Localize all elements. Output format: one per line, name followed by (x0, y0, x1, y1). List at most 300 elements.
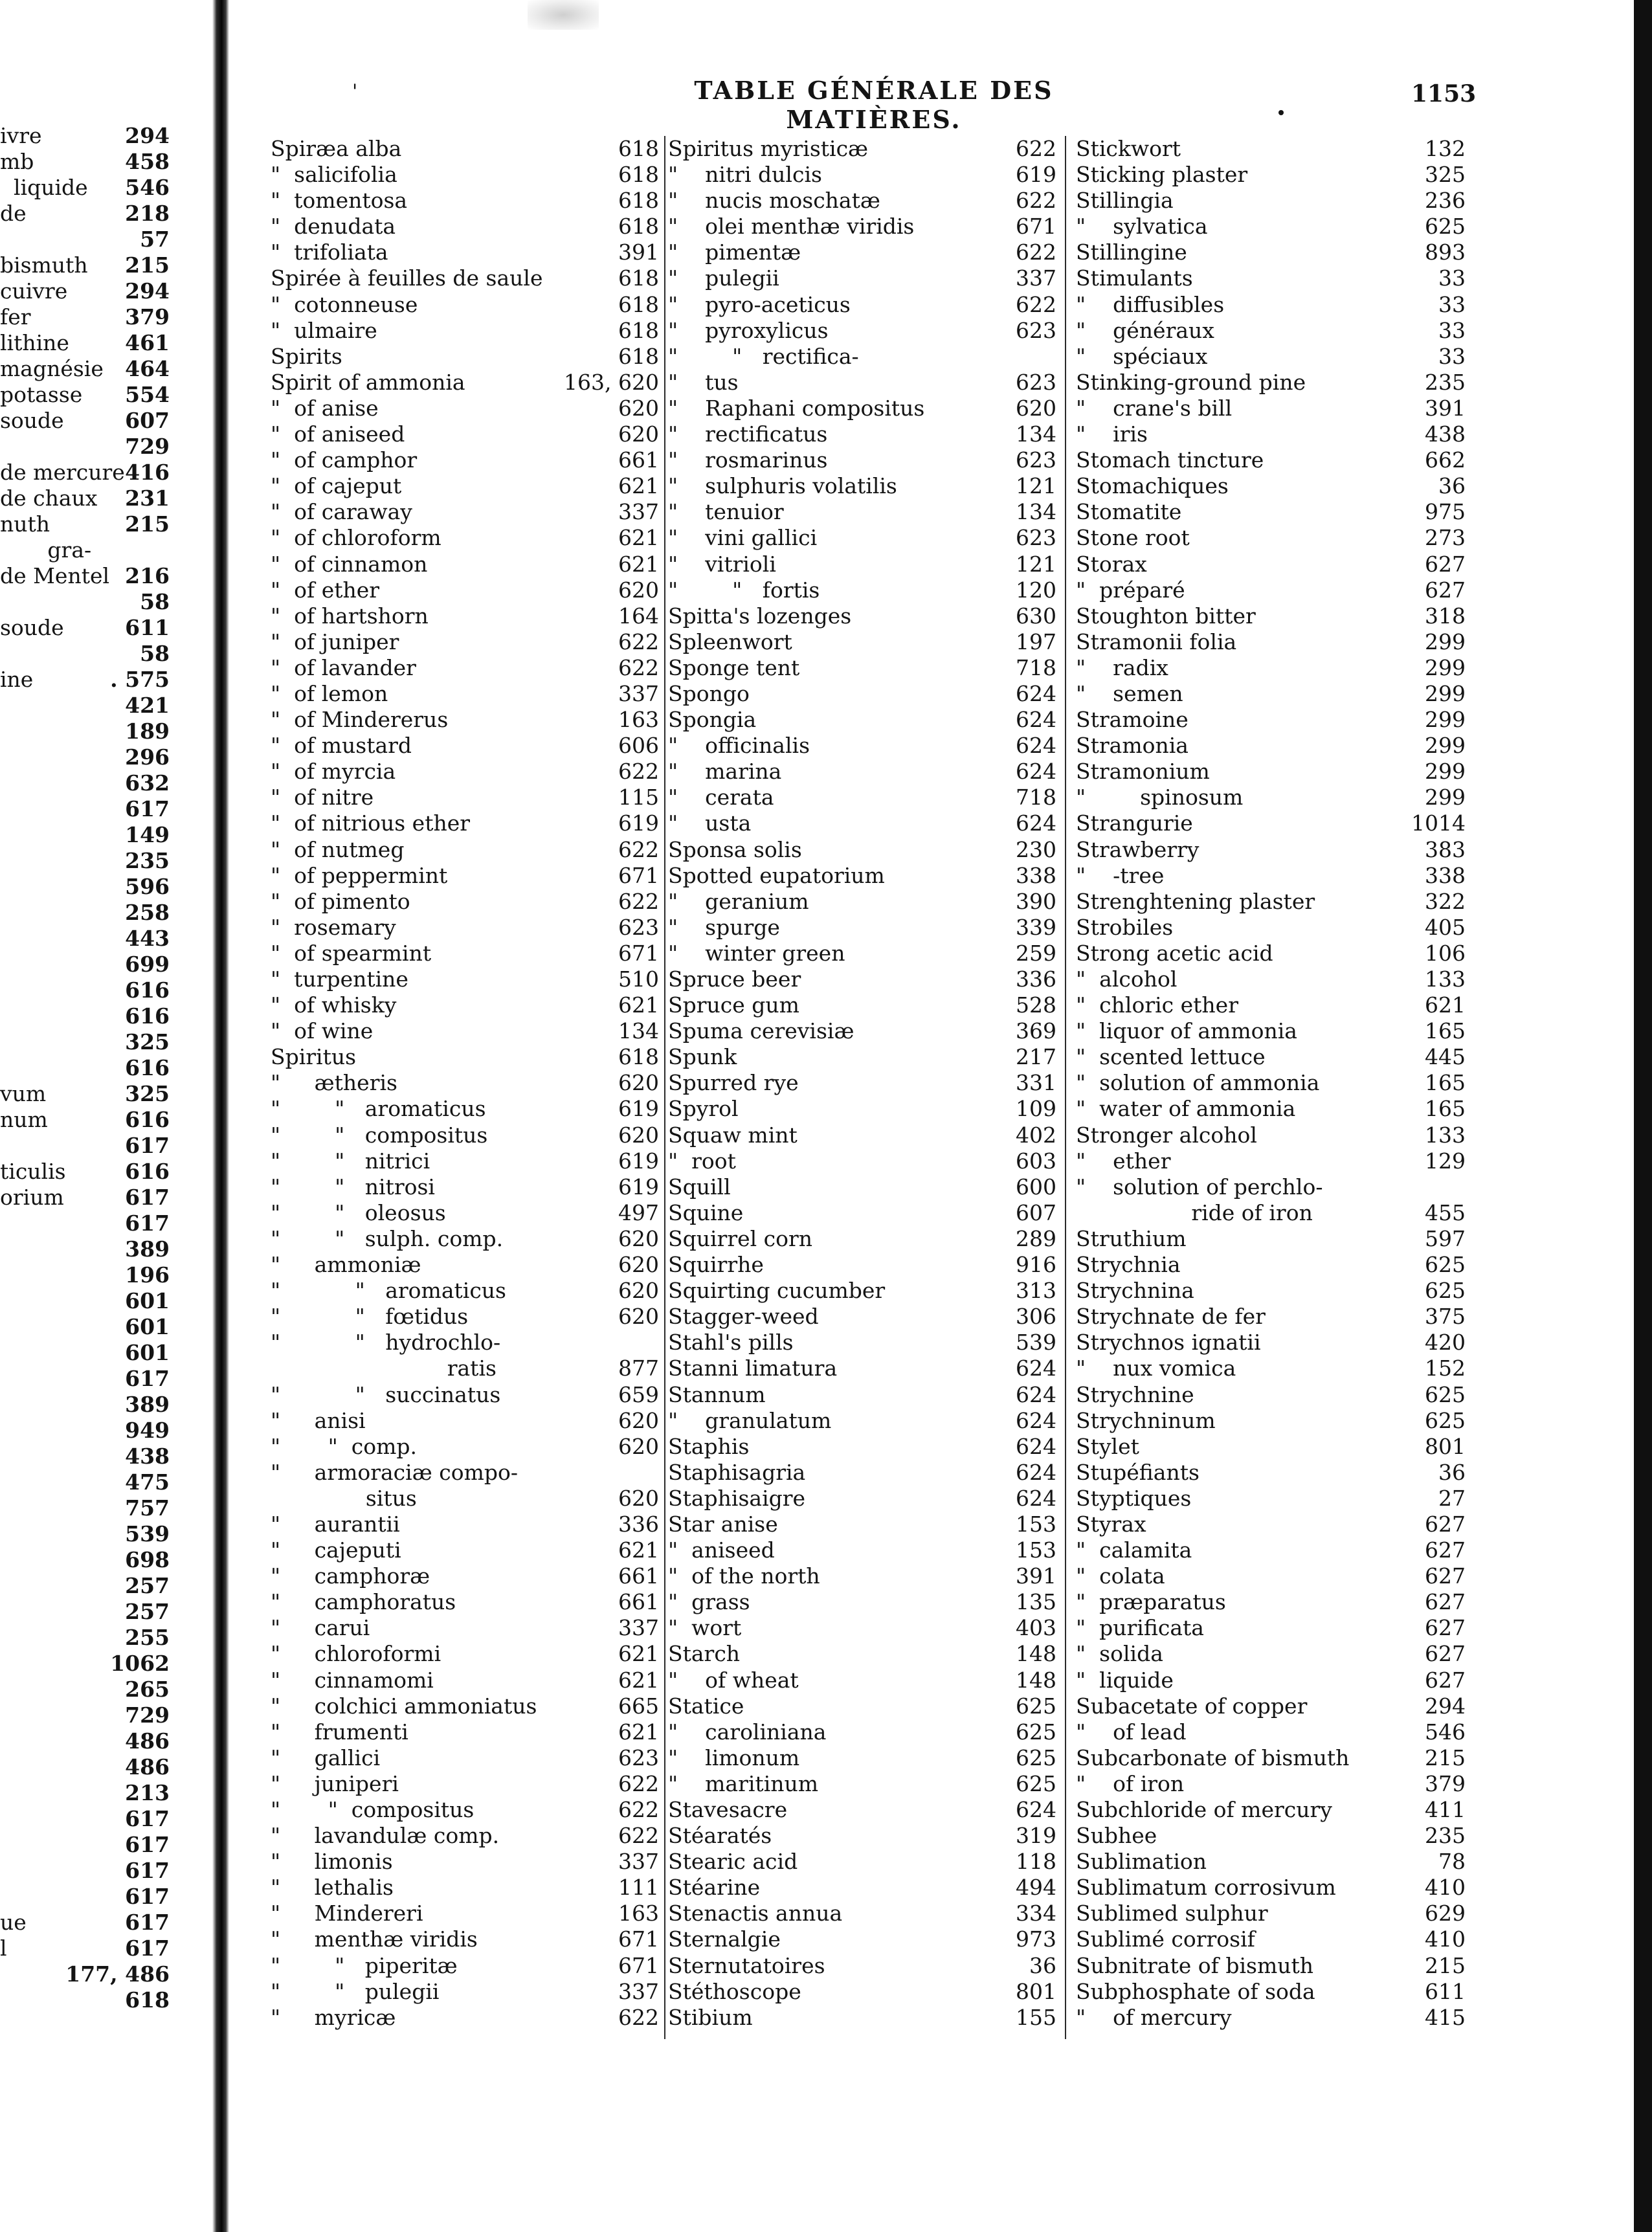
index-entry (1076, 1070, 1466, 1096)
entry-page-ref: 621 (618, 1667, 659, 1693)
index-entry (271, 1875, 659, 1901)
index-entry (668, 370, 1056, 396)
fragment-row (0, 1728, 170, 1754)
entry-term: Staphis (668, 1433, 750, 1459)
index-entry (1076, 1174, 1466, 1200)
index-entry (1076, 240, 1466, 265)
entry-term: Spiritus myristicæ (668, 136, 869, 161)
index-entry (1076, 136, 1466, 162)
entry-page-ref: 624 (1016, 810, 1056, 836)
entry-page-ref: 165 (1425, 1070, 1466, 1096)
entry-term: " " nitrosi (271, 1174, 435, 1200)
entry-page-ref: 624 (1016, 680, 1056, 706)
entry-page-ref: 445 (1425, 1044, 1466, 1070)
entry-term: " crane's bill (1076, 395, 1233, 421)
entry-page-ref: 620 (618, 1433, 659, 1459)
fragment-row (0, 356, 170, 382)
index-entry (1076, 447, 1466, 473)
index-entry (1076, 1745, 1466, 1771)
entry-page-ref: 619 (1016, 162, 1056, 188)
index-entry (271, 240, 659, 265)
index-entry (668, 707, 1056, 733)
entry-page-ref: 36 (1029, 1952, 1056, 1978)
entry-page-ref: 606 (618, 733, 659, 759)
index-entry (668, 292, 1056, 318)
index-entry (271, 1512, 659, 1537)
entry-term: Squirrhe (668, 1252, 764, 1278)
entry-page-ref: 916 (1016, 1252, 1056, 1278)
fragment-text: nuth (0, 511, 50, 537)
entry-term: " of myrcia (271, 759, 396, 785)
entry-term: " of juniper (271, 629, 399, 654)
index-entry (668, 1589, 1056, 1615)
fragment-row (0, 1936, 170, 1961)
fragment-row (0, 1987, 170, 2013)
index-entry (668, 1901, 1056, 1926)
index-entry (668, 552, 1056, 577)
entry-page-ref: 624 (1016, 1485, 1056, 1511)
entry-term: " radix (1076, 654, 1168, 680)
entry-page-ref: 661 (618, 1589, 659, 1615)
entry-page-ref: 625 (1425, 1252, 1466, 1278)
entry-term: Stickwort (1076, 136, 1181, 161)
entry-page-ref: 627 (1425, 1615, 1466, 1641)
index-entry (1076, 188, 1466, 214)
index-entry (271, 1434, 659, 1460)
fragment-page-ref: 379 (125, 304, 170, 329)
entry-page-ref: 620 (618, 1485, 659, 1511)
entry-page-ref: 619 (618, 1174, 659, 1200)
fragment-page-ref: 416 (125, 460, 170, 485)
fragment-row (0, 1625, 170, 1651)
entry-page-ref: 627 (1425, 1667, 1466, 1693)
index-entry (271, 1304, 659, 1330)
index-entry (1076, 1304, 1466, 1330)
index-entry (271, 265, 659, 291)
fragment-page-ref: 58 (140, 589, 170, 614)
entry-term: " pyroxylicus (668, 317, 829, 343)
entry-page-ref: 215 (1425, 1952, 1466, 1978)
index-entry (668, 214, 1056, 240)
entry-term: " of mustard (271, 733, 412, 759)
entry-page-ref: 120 (1016, 577, 1056, 603)
entry-term: " nux vomica (1076, 1356, 1236, 1381)
fragment-text: potasse (0, 382, 83, 407)
entry-page-ref: 338 (1425, 862, 1466, 888)
entry-page-ref: 622 (618, 759, 659, 785)
fragment-page-ref: 949 (125, 1418, 170, 1443)
entry-term: " " fortis (668, 577, 820, 603)
index-entry (668, 1356, 1056, 1381)
entry-page-ref: 148 (1016, 1667, 1056, 1693)
fragment-row (0, 382, 170, 408)
fragment-page-ref: . 575 (110, 667, 170, 692)
entry-term: " alcohol (1076, 966, 1178, 992)
entry-page-ref: 620 (618, 1122, 659, 1148)
index-entry (271, 552, 659, 577)
entry-term: Sublimé corrosif (1076, 1926, 1255, 1952)
index-entry (1076, 1537, 1466, 1563)
entry-term: Stéthoscope (668, 1978, 801, 2004)
entry-page-ref: 659 (618, 1381, 659, 1407)
index-entry (1076, 265, 1466, 291)
entry-page-ref: 625 (1016, 1693, 1056, 1719)
entry-term: Staphisaigre (668, 1485, 806, 1511)
index-entry (668, 577, 1056, 603)
column-rule (1065, 136, 1066, 2039)
fragment-row (0, 1340, 170, 1366)
entry-term: " Mindereri (271, 1901, 423, 1926)
entry-page-ref: 621 (618, 1641, 659, 1667)
scan-border (1634, 0, 1652, 2232)
index-entry (668, 421, 1056, 447)
fragment-page-ref: 215 (125, 252, 170, 278)
fragment-page-ref: 601 (125, 1314, 170, 1339)
entry-term: Staphisagria (668, 1459, 806, 1485)
entry-page-ref: 620 (618, 1278, 659, 1304)
entry-page-ref: 624 (1016, 707, 1056, 733)
entry-term: Spirit of ammonia (271, 369, 465, 395)
index-entry (271, 1226, 659, 1252)
entry-page-ref: 510 (618, 966, 659, 992)
entry-term: " " rectifica- (668, 343, 859, 369)
entry-page-ref: 625 (1425, 1407, 1466, 1433)
entry-term: " lavandulæ comp. (271, 1823, 500, 1849)
index-entry (668, 1174, 1056, 1200)
fragment-row (0, 1211, 170, 1236)
fragment-row (0, 1029, 170, 1055)
entry-page-ref: 622 (618, 888, 659, 914)
fragment-row (0, 485, 170, 511)
index-entry (668, 1486, 1056, 1512)
entry-term: Stronger alcohol (1076, 1122, 1257, 1148)
entry-page-ref: 662 (1425, 447, 1466, 473)
entry-page-ref: 294 (1425, 1693, 1466, 1719)
index-entry (271, 1486, 659, 1512)
index-entry (1076, 499, 1466, 525)
entry-page-ref: 318 (1425, 603, 1466, 629)
entry-term: Spotted eupatorium (668, 862, 885, 888)
entry-term: Squill (668, 1174, 731, 1200)
entry-page-ref: 627 (1425, 1563, 1466, 1589)
index-entry (668, 1408, 1056, 1434)
entry-term: Strobiles (1076, 914, 1174, 940)
entry-page-ref: 624 (1016, 1433, 1056, 1459)
index-entry (271, 577, 659, 603)
entry-term: Sublimed sulphur (1076, 1901, 1268, 1926)
entry-page-ref: 620 (618, 1252, 659, 1278)
entry-page-ref: 78 (1438, 1849, 1466, 1875)
entry-page-ref: 337 (618, 1615, 659, 1641)
index-entry (271, 837, 659, 863)
entry-page-ref: 331 (1016, 1070, 1056, 1096)
entry-term: " caroliniana (668, 1719, 827, 1745)
index-entry (1076, 1797, 1466, 1823)
entry-page-ref: 625 (1425, 1381, 1466, 1407)
entry-term: " " sulph. comp. (271, 1225, 504, 1251)
index-entry (668, 1693, 1056, 1719)
entry-term: " spéciaux (1076, 343, 1208, 369)
fragment-page-ref: 616 (125, 1003, 170, 1029)
entry-term: Spongia (668, 707, 757, 733)
fragment-page-ref: 464 (125, 356, 170, 381)
entry-page-ref: 390 (1016, 888, 1056, 914)
index-entry (668, 1849, 1056, 1875)
entry-page-ref: 322 (1425, 888, 1466, 914)
fragment-row (0, 1133, 170, 1159)
fragment-row (0, 744, 170, 770)
entry-term: " lethalis (271, 1875, 394, 1901)
entry-term: Spongo (668, 680, 750, 706)
index-entry (668, 1926, 1056, 1952)
entry-page-ref: 289 (1016, 1225, 1056, 1251)
fragment-page-ref: 554 (125, 382, 170, 407)
index-entry (1076, 837, 1466, 863)
fragment-text: magnésie (0, 356, 104, 381)
entry-term: " of cajeput (271, 473, 402, 499)
entry-page-ref: 235 (1425, 1823, 1466, 1849)
entry-page-ref: 299 (1425, 733, 1466, 759)
index-entry (668, 162, 1056, 188)
entry-term: " winter green (668, 940, 845, 966)
entry-term: " liquide (1076, 1667, 1174, 1693)
entry-page-ref: 621 (618, 551, 659, 577)
index-entry (271, 1330, 659, 1356)
scan-smudge (528, 0, 599, 30)
fragment-page-ref: 257 (125, 1599, 170, 1624)
index-entry (668, 1278, 1056, 1304)
index-entry (271, 318, 659, 344)
index-entry (668, 2005, 1056, 2031)
entry-term: " gallici (271, 1745, 381, 1770)
fragment-page-ref: 539 (125, 1521, 170, 1546)
entry-term: Strychnia (1076, 1252, 1181, 1278)
entry-page-ref: 455 (1425, 1200, 1466, 1225)
entry-term: Strychninum (1076, 1407, 1216, 1433)
entry-term: " " comp. (271, 1433, 418, 1459)
index-entry (1076, 214, 1466, 240)
entry-term: " vini gallici (668, 525, 818, 551)
index-entry (271, 447, 659, 473)
index-entry (271, 759, 659, 785)
entry-term: " of the north (668, 1563, 820, 1589)
entry-page-ref: 665 (618, 1693, 659, 1719)
fragment-row (0, 1418, 170, 1444)
index-column-2 (668, 136, 1056, 2031)
index-entry (271, 681, 659, 707)
entry-page-ref: 299 (1425, 785, 1466, 810)
index-entry (1076, 1693, 1466, 1719)
entry-page-ref: 622 (1016, 240, 1056, 265)
print-dot (1278, 110, 1284, 115)
entry-page-ref: 379 (1425, 1770, 1466, 1796)
entry-page-ref: 624 (1016, 1407, 1056, 1433)
index-entry (1076, 863, 1466, 889)
index-entry (668, 1745, 1056, 1771)
entry-page-ref: 134 (1016, 499, 1056, 525)
entry-term: " camphoræ (271, 1563, 430, 1589)
entry-term: Strenghtening plaster (1076, 888, 1315, 914)
index-entry (1076, 1122, 1466, 1148)
entry-term: Spleenwort (668, 629, 792, 654)
index-entry (1076, 370, 1466, 396)
page-title: TABLE GÉNÉRALE DES MATIÈRES. (694, 76, 1054, 134)
entry-term: Strychnina (1076, 1278, 1194, 1304)
entry-term: " " hydrochlo- (271, 1330, 501, 1356)
entry-term: Stibium (668, 2004, 753, 2030)
entry-page-ref: 620 (618, 577, 659, 603)
index-entry (1076, 889, 1466, 915)
index-entry (271, 1926, 659, 1952)
index-entry (271, 1693, 659, 1719)
entry-term: Spirée à feuilles de saule (271, 265, 543, 291)
entry-term: Subacetate of copper (1076, 1693, 1308, 1719)
entry-page-ref: 334 (1016, 1901, 1056, 1926)
fragment-text: orium (0, 1185, 64, 1210)
entry-term: " juniperi (271, 1770, 399, 1796)
entry-page-ref: 624 (1016, 1797, 1056, 1822)
fragment-row (0, 1469, 170, 1495)
entry-page-ref: 337 (618, 1978, 659, 2004)
entry-page-ref: 165 (1425, 1018, 1466, 1044)
fragment-row (0, 667, 170, 693)
entry-term: " " piperitæ (271, 1952, 458, 1978)
entry-term: " of mercury (1076, 2004, 1232, 2030)
entry-term: " cajeputi (271, 1537, 401, 1563)
fragment-row (0, 460, 170, 485)
fragment-page-ref: 294 (125, 278, 170, 304)
index-entry (1076, 810, 1466, 836)
index-entry (271, 396, 659, 421)
entry-term: Stillingia (1076, 188, 1174, 214)
fragment-row (0, 408, 170, 434)
index-entry (1076, 1096, 1466, 1122)
index-entry (668, 1979, 1056, 2005)
entry-page-ref: 620 (618, 1407, 659, 1433)
entry-page-ref: 627 (1425, 1589, 1466, 1615)
fragment-page-ref: 265 (125, 1677, 170, 1702)
index-entry (271, 1537, 659, 1563)
entry-page-ref: 33 (1438, 317, 1466, 343)
fragment-text: gra- (0, 537, 92, 563)
entry-page-ref: 405 (1425, 914, 1466, 940)
fragment-row (0, 1055, 170, 1081)
entry-term: " frumenti (271, 1719, 408, 1745)
fragment-row (0, 1599, 170, 1625)
fragment-text: liquide (0, 175, 88, 200)
entry-page-ref: 625 (1425, 1278, 1466, 1304)
fragment-row (0, 693, 170, 719)
entry-term: Squaw mint (668, 1122, 798, 1148)
index-entry (668, 1044, 1056, 1070)
entry-page-ref: 299 (1425, 759, 1466, 785)
index-entry (271, 162, 659, 188)
index-entry (1076, 1148, 1466, 1174)
entry-term: " colchici ammoniatus (271, 1693, 537, 1719)
index-entry (271, 1641, 659, 1667)
entry-page-ref: 236 (1425, 188, 1466, 214)
entry-term: Stomach tincture (1076, 447, 1264, 473)
index-entry (1076, 292, 1466, 318)
index-entry (668, 1823, 1056, 1849)
index-entry (1076, 1226, 1466, 1252)
entry-term: " pyro-aceticus (668, 291, 851, 317)
fragment-row (0, 1702, 170, 1728)
entry-page-ref: 338 (1016, 862, 1056, 888)
fragment-row (0, 900, 170, 926)
fragment-page-ref: 461 (125, 330, 170, 355)
entry-term: Stinking-ground pine (1076, 369, 1306, 395)
entry-term: Styrax (1076, 1511, 1146, 1537)
entry-page-ref: 627 (1425, 1537, 1466, 1563)
fragment-row (0, 1495, 170, 1521)
entry-term: Stillingine (1076, 240, 1187, 265)
entry-term: " of wine (271, 1018, 374, 1044)
fragment-page-ref: 616 (125, 1159, 170, 1184)
index-entry (1076, 1044, 1466, 1070)
entry-term: " " succinatus (271, 1381, 501, 1407)
entry-page-ref: 134 (1016, 421, 1056, 447)
index-entry (668, 1797, 1056, 1823)
fragment-text: l (0, 1936, 7, 1961)
entry-page-ref: 620 (618, 1225, 659, 1251)
index-entry (271, 1849, 659, 1875)
index-entry (271, 603, 659, 629)
fragment-page-ref: 325 (125, 1081, 170, 1106)
fragment-text: cuivre (0, 278, 68, 304)
entry-page-ref: 619 (618, 1096, 659, 1122)
entry-term: " ether (1076, 1148, 1171, 1174)
entry-term: Stavesacre (668, 1797, 788, 1822)
entry-page-ref: 215 (1425, 1745, 1466, 1770)
fragment-row (0, 537, 170, 563)
fragment-text: ine (0, 667, 34, 692)
entry-page-ref: 259 (1016, 940, 1056, 966)
entry-page-ref: 621 (618, 1537, 659, 1563)
index-entry (668, 889, 1056, 915)
index-entry (1076, 1460, 1466, 1486)
entry-page-ref: 391 (1425, 395, 1466, 421)
index-entry (1076, 1589, 1466, 1615)
index-entry (1076, 1615, 1466, 1641)
fragment-row (0, 201, 170, 227)
entry-page-ref: 893 (1425, 240, 1466, 265)
fragment-text: soude (0, 615, 64, 640)
entry-page-ref: 618 (618, 317, 659, 343)
index-entry (1076, 1823, 1466, 1849)
entry-term: Sternalgie (668, 1926, 781, 1952)
index-entry (271, 889, 659, 915)
index-entry (668, 188, 1056, 214)
entry-term: Struthium (1076, 1225, 1187, 1251)
entry-page-ref: 415 (1425, 2004, 1466, 2030)
fragment-row (0, 1651, 170, 1677)
fragment-page-ref: 296 (125, 744, 170, 770)
entry-page-ref: 539 (1016, 1330, 1056, 1356)
entry-term: " olei menthæ viridis (668, 214, 915, 240)
index-entry (668, 1304, 1056, 1330)
entry-page-ref: 337 (618, 499, 659, 525)
entry-term: Subcarbonate of bismuth (1076, 1745, 1350, 1770)
index-entry (271, 1460, 659, 1486)
entry-term: Starch (668, 1641, 741, 1667)
index-entry (668, 810, 1056, 836)
index-entry (271, 1278, 659, 1304)
index-entry (1076, 1382, 1466, 1408)
entry-page-ref: 624 (1016, 1459, 1056, 1485)
previous-page-fragment (0, 123, 170, 2065)
fragment-text: ticulis (0, 1159, 66, 1184)
